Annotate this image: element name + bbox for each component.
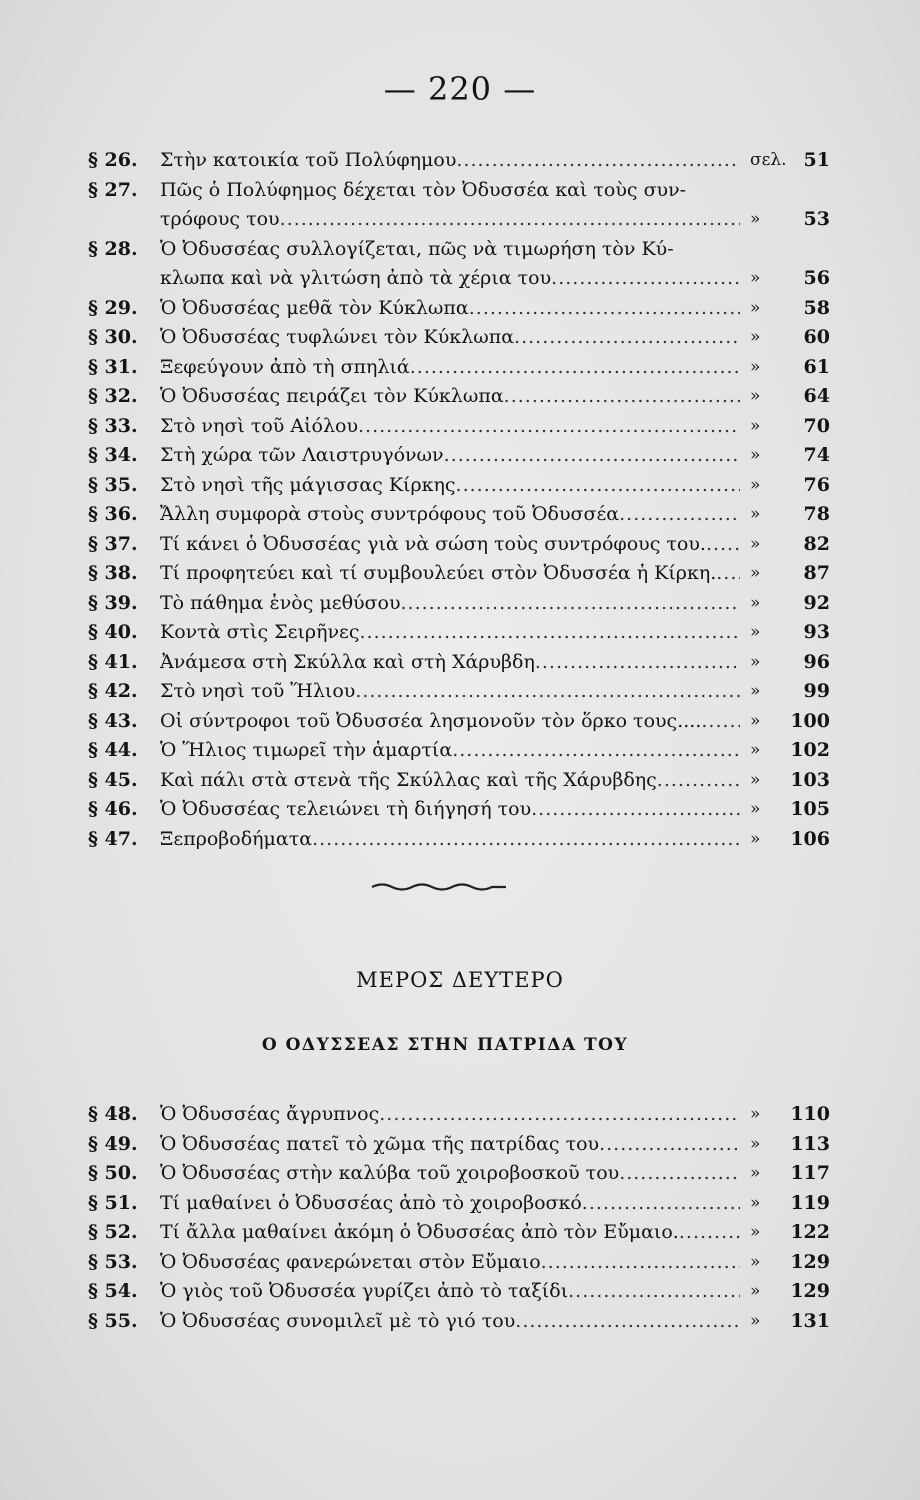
section-number: § 38.	[88, 562, 138, 584]
page-prefix: »	[750, 327, 761, 347]
page-prefix: »	[750, 268, 761, 288]
page-reference	[750, 1218, 830, 1248]
page-prefix: »	[750, 474, 761, 495]
entry-title	[160, 441, 740, 471]
page-prefix: »	[750, 1251, 761, 1272]
dot-leader	[504, 382, 740, 412]
entry-title	[160, 795, 740, 825]
dot-leader	[410, 353, 740, 383]
entry-title	[160, 1100, 740, 1130]
entry-title	[160, 1130, 740, 1160]
toc-entry	[0, 1277, 920, 1307]
page-value: 129	[790, 1280, 830, 1302]
page-reference	[750, 353, 830, 383]
entry-title-text: Τί προφητεύει καὶ τί συμβουλεύει στὸν Ὀδυσσέα ἡ Κίρκη.	[160, 562, 717, 584]
entry-title	[160, 1159, 740, 1189]
section-number: § 45.	[88, 768, 138, 791]
entry-title-text: Ὁ Ὀδυσσέας φανερώνεται στὸν Εὔμαιο	[160, 1250, 541, 1273]
toc-entry	[0, 825, 920, 855]
dot-leader	[280, 205, 740, 235]
entry-title	[160, 382, 740, 412]
dot-leader	[706, 530, 740, 560]
page-value: 100	[790, 709, 830, 732]
entry-title-text: τρόφους του	[160, 208, 280, 230]
page-value: 113	[790, 1132, 830, 1155]
entry-title	[160, 559, 740, 589]
page-prefix: »	[750, 209, 761, 229]
entry-title	[160, 353, 740, 383]
entry-title	[160, 1277, 740, 1307]
page-reference	[750, 382, 830, 412]
section-number: § 51.	[88, 1191, 138, 1214]
entry-title-text: Τί μαθαίνει ὁ Ὀδυσσέας ἀπὸ τὸ χοιροβοσκό	[160, 1191, 582, 1214]
page-prefix: »	[750, 710, 761, 731]
section-number: § 49.	[88, 1132, 138, 1155]
section-number: § 37.	[88, 532, 138, 555]
toc-entry	[0, 500, 920, 530]
page-prefix: »	[750, 740, 761, 760]
toc-entry	[0, 412, 920, 442]
dot-leader	[456, 146, 740, 176]
section-number: § 42.	[88, 680, 138, 702]
toc-entry	[0, 589, 920, 619]
dot-leader	[312, 825, 740, 855]
page-prefix: »	[750, 504, 761, 524]
page-value: 102	[790, 739, 830, 761]
part-title: ΜΕΡΟΣ ΔΕΥΤΕΡΟ	[356, 968, 564, 992]
page-value: 96	[803, 650, 830, 673]
page-value: 82	[803, 532, 830, 555]
entry-title-text: Στὸ νησὶ τοῦ Ἥλιου	[160, 680, 356, 702]
page-value: 61	[803, 355, 830, 378]
page-prefix: »	[750, 769, 761, 790]
entry-title	[160, 412, 740, 442]
dot-leader	[358, 412, 740, 442]
dot-leader	[551, 264, 740, 294]
page-value: 131	[790, 1309, 830, 1332]
toc-entry	[0, 1159, 920, 1189]
page-reference	[750, 1159, 830, 1189]
entry-title-text: Ὁ γιὸς τοῦ Ὀδυσσέα γυρίζει ἀπὸ τὸ ταξίδι	[160, 1280, 569, 1302]
section-number: § 44.	[88, 739, 138, 761]
dot-leader	[456, 471, 740, 501]
page-prefix: »	[750, 828, 761, 849]
page-prefix: »	[750, 356, 761, 377]
entry-title-text: Ὁ Ὀδυσσέας τυφλώνει τὸν Κύκλωπα	[160, 326, 515, 348]
section-number: § 43.	[88, 709, 138, 732]
entry-title-text: Στὸ νησὶ τῆς μάγισσας Κίρκης	[160, 473, 456, 496]
entry-title-text: Πῶς ὁ Πολύφημος δέχεται τὸν Ὀδυσσέα καὶ τοὺς συν-	[160, 178, 687, 201]
page-reference	[750, 736, 830, 766]
page-number: — 220 —	[383, 70, 537, 108]
page-reference	[750, 1277, 830, 1307]
page-value: 119	[790, 1191, 830, 1214]
toc-entry	[0, 471, 920, 501]
page-reference	[750, 795, 830, 825]
entry-title-text: Ὁ Ὀδυσσέας στὴν καλύβα τοῦ χοιροβοσκοῦ του	[160, 1162, 620, 1184]
dot-leader	[582, 1189, 740, 1219]
dot-leader	[401, 589, 740, 619]
entry-title	[160, 648, 740, 678]
page-reference	[750, 1248, 830, 1278]
page-reference	[750, 618, 830, 648]
page-prefix: »	[750, 622, 761, 642]
page-value: 110	[790, 1103, 830, 1125]
dot-leader	[619, 1159, 740, 1189]
page-prefix: »	[750, 1163, 761, 1183]
entry-title-text: κλωπα καὶ νὰ γλιτώση ἀπὸ τὰ χέρια του	[160, 267, 552, 289]
section-number: § 46.	[88, 798, 138, 820]
page-prefix: »	[750, 297, 761, 318]
page-value: 117	[790, 1162, 830, 1184]
page-value: 60	[803, 326, 830, 348]
page-reference	[750, 677, 830, 707]
page-reference	[750, 441, 830, 471]
page-value: 106	[790, 827, 830, 850]
entry-title	[160, 500, 740, 530]
page-prefix: »	[750, 799, 761, 819]
page-value: 122	[790, 1221, 830, 1243]
section-number: § 40.	[88, 621, 138, 643]
page-reference	[750, 648, 830, 678]
entry-title-text: Ὁ Ὀδυσσέας πατεῖ τὸ χῶμα τῆς πατρίδας του	[160, 1132, 600, 1155]
entry-title	[160, 766, 740, 796]
dot-leader	[599, 1130, 740, 1160]
dot-leader	[535, 648, 740, 678]
ornamental-divider	[370, 880, 510, 894]
page-value: 76	[803, 473, 830, 496]
entry-title	[160, 235, 740, 265]
toc-entry	[0, 441, 920, 471]
entry-title	[160, 589, 740, 619]
dot-leader	[568, 1277, 740, 1307]
toc-entry	[0, 146, 920, 176]
entry-title-text: Ξεπροβοδήματα	[160, 827, 313, 850]
toc-entry	[0, 766, 920, 796]
entry-title	[160, 264, 740, 294]
page-value: 74	[803, 444, 830, 466]
section-number: § 27.	[88, 178, 138, 201]
entry-title-text: Κοντὰ στὶς Σειρῆνες	[160, 621, 360, 643]
toc-entry	[0, 1100, 920, 1130]
entry-title-text: Ὁ Ὀδυσσέας συνομιλεῖ μὲ τὸ γιό του	[160, 1309, 516, 1332]
table-of-contents-part-one	[0, 146, 920, 854]
entry-title-text: Ὁ Ὀδυσσέας τελειώνει τὴ διήγησή του	[160, 798, 532, 820]
section-number: § 34.	[88, 444, 138, 466]
dot-leader	[355, 677, 740, 707]
page-reference	[750, 323, 830, 353]
entry-title	[160, 205, 740, 235]
toc-entry	[0, 618, 920, 648]
toc-entry	[0, 677, 920, 707]
entry-title	[160, 530, 740, 560]
entry-title-text: Στὸ νησὶ τοῦ Αἰόλου	[160, 414, 358, 437]
toc-entry	[0, 1218, 920, 1248]
page-prefix: »	[750, 651, 761, 672]
page-reference	[750, 766, 830, 796]
entry-title	[160, 736, 740, 766]
toc-entry	[0, 736, 920, 766]
dot-leader	[541, 1248, 740, 1278]
dot-leader	[619, 500, 740, 530]
page-reference	[750, 500, 830, 530]
toc-entry	[0, 294, 920, 324]
page-reference	[750, 294, 830, 324]
dot-leader	[515, 1307, 740, 1337]
section-number: § 52.	[88, 1221, 138, 1243]
page-prefix: »	[750, 1222, 761, 1242]
entry-title	[160, 1218, 740, 1248]
toc-entry	[0, 353, 920, 383]
page-value: 56	[803, 267, 830, 289]
dot-leader	[514, 323, 740, 353]
page-reference	[750, 1130, 830, 1160]
page-value: 105	[790, 798, 830, 820]
toc-entry-continuation	[0, 205, 920, 235]
entry-title-text: Ἀνάμεσα στὴ Σκύλλα καὶ στὴ Χάρυβδη	[160, 650, 535, 673]
page-prefix: »	[750, 681, 761, 701]
section-number: § 32.	[88, 385, 138, 407]
page-value: 70	[803, 414, 830, 437]
page-reference	[750, 530, 830, 560]
section-number: § 41.	[88, 650, 138, 673]
page-reference	[750, 1307, 830, 1337]
entry-title-text: Ὁ Ὀδυσσέας ἄγρυπνος	[160, 1103, 380, 1125]
entry-title-text: Τί ἄλλα μαθαίνει ἀκόμη ὁ Ὀδυσσέας ἀπὸ τὸν Εὔμαιο.	[160, 1221, 679, 1243]
page-prefix: »	[750, 386, 761, 406]
page-value: 92	[803, 591, 830, 614]
entry-title	[160, 294, 740, 324]
section-number: § 36.	[88, 503, 138, 525]
section-number: § 47.	[88, 827, 138, 850]
page-value: 53	[803, 208, 830, 230]
toc-entry	[0, 559, 920, 589]
dot-leader	[679, 1218, 740, 1248]
section-number: § 33.	[88, 414, 138, 437]
entry-title	[160, 825, 740, 855]
dot-leader	[360, 618, 741, 648]
section-number: § 55.	[88, 1309, 138, 1332]
entry-title-text: Τὸ πάθημα ἑνὸς μεθύσου	[160, 591, 401, 614]
page-value: 103	[790, 768, 830, 791]
page-value: 93	[803, 621, 830, 643]
dot-leader	[444, 441, 740, 471]
page-reference	[750, 146, 830, 176]
page-reference	[750, 707, 830, 737]
dot-leader	[469, 294, 740, 324]
page-prefix: »	[750, 563, 761, 583]
entry-title	[160, 471, 740, 501]
section-number: § 54.	[88, 1280, 138, 1302]
toc-entry	[0, 176, 920, 206]
page-prefix: »	[750, 1133, 761, 1154]
page-value: 58	[803, 296, 830, 319]
toc-entry	[0, 1307, 920, 1337]
section-number: § 29.	[88, 296, 138, 319]
page-prefix: »	[750, 1104, 761, 1124]
page-reference	[750, 589, 830, 619]
toc-entry	[0, 382, 920, 412]
toc-entry	[0, 648, 920, 678]
table-of-contents-part-two	[0, 1100, 920, 1336]
dot-leader	[452, 736, 740, 766]
page-reference	[750, 1189, 830, 1219]
section-number: § 30.	[88, 326, 138, 348]
page-prefix: »	[750, 1310, 761, 1331]
dot-leader	[379, 1100, 740, 1130]
entry-title-text: Στὴν κατοικία τοῦ Πολύφημου	[160, 149, 457, 171]
page-value: 129	[790, 1250, 830, 1273]
toc-entry-continuation	[0, 264, 920, 294]
page-value: 51	[803, 149, 830, 171]
section-number: § 28.	[88, 237, 138, 260]
page-reference	[750, 559, 830, 589]
entry-title-text: Οἱ σύντροφοι τοῦ Ὀδυσσέα λησμονοῦν τὸν ὅρκο τους....	[160, 709, 702, 732]
section-number: § 26.	[88, 149, 138, 171]
page-prefix: »	[750, 1281, 761, 1301]
entry-title	[160, 707, 740, 737]
entry-title-text: Τί κάνει ὁ Ὀδυσσέας γιὰ νὰ σώση τοὺς συντρόφους του.	[160, 532, 706, 555]
entry-title-text: Ἄλλη συμφορὰ στοὺς συντρόφους τοῦ Ὀδυσσέα	[160, 503, 620, 525]
section-number: § 39.	[88, 591, 138, 614]
page-reference	[750, 264, 830, 294]
toc-entry	[0, 235, 920, 265]
section-number: § 48.	[88, 1103, 138, 1125]
section-number: § 50.	[88, 1162, 138, 1184]
toc-entry	[0, 707, 920, 737]
entry-title	[160, 1307, 740, 1337]
page-value: 64	[803, 385, 830, 407]
page-prefix: σελ.	[750, 150, 787, 170]
entry-title-text: Ὁ Ὀδυσσέας συλλογίζεται, πῶς νὰ τιμωρήση τὸν Κύ-	[160, 237, 674, 260]
page-reference	[750, 825, 830, 855]
toc-entry	[0, 1248, 920, 1278]
page-prefix: »	[750, 533, 761, 554]
page-prefix: »	[750, 415, 761, 436]
entry-title	[160, 176, 740, 206]
page-reference	[750, 1100, 830, 1130]
page-prefix: »	[750, 445, 761, 465]
toc-entry	[0, 323, 920, 353]
entry-title-text: Ὁ Ἥλιος τιμωρεῖ τὴν ἁμαρτία	[160, 739, 453, 761]
toc-entry	[0, 1130, 920, 1160]
page-reference	[750, 412, 830, 442]
section-number: § 35.	[88, 473, 138, 496]
page-prefix: »	[750, 592, 761, 613]
page-value: 78	[803, 503, 830, 525]
entry-title	[160, 677, 740, 707]
entry-title	[160, 1189, 740, 1219]
entry-title-text: Στὴ χώρα τῶν Λαιστρυγόνων	[160, 444, 444, 466]
entry-title	[160, 323, 740, 353]
toc-entry	[0, 795, 920, 825]
entry-title	[160, 1248, 740, 1278]
dot-leader	[657, 766, 740, 796]
toc-entry	[0, 530, 920, 560]
page-reference	[750, 471, 830, 501]
entry-title	[160, 618, 740, 648]
page-value: 87	[803, 562, 830, 584]
page-value: 99	[803, 680, 830, 702]
entry-title-text: Ὁ Ὀδυσσέας πειράζει τὸν Κύκλωπα	[160, 385, 504, 407]
part-subtitle: Ο ΟΔΥΣΣΕΑΣ ΣΤΗΝ ΠΑΤΡΙΔΑ ΤΟΥ	[261, 1035, 629, 1055]
page-reference	[750, 205, 830, 235]
page-prefix: »	[750, 1192, 761, 1213]
section-number: § 53.	[88, 1250, 138, 1273]
entry-title-text: Καὶ πάλι στὰ στενὰ τῆς Σκύλλας καὶ τῆς Χάρυβδης	[160, 768, 657, 791]
dot-leader	[531, 795, 740, 825]
dot-leader	[701, 707, 740, 737]
entry-title	[160, 146, 740, 176]
dot-leader	[716, 559, 740, 589]
toc-entry	[0, 1189, 920, 1219]
entry-title-text: Ξεφεύγουν ἀπὸ τὴ σπηλιά	[160, 355, 410, 378]
section-number: § 31.	[88, 355, 138, 378]
entry-title-text: Ὁ Ὀδυσσέας μεθᾶ τὸν Κύκλωπα	[160, 296, 469, 319]
